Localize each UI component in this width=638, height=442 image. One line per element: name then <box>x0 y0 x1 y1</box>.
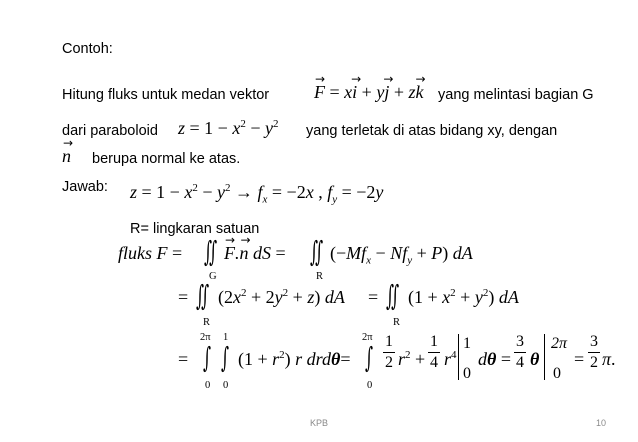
integral-limit-r1: R <box>316 271 324 282</box>
flux-line-1-integrand: F → .n → dS = <box>224 233 286 263</box>
example-label: Contoh: <box>62 41 113 57</box>
term-pi: π. <box>602 349 616 369</box>
flux-line-2-rhs: $(1 + x^2 + y^2)$ dA <box>408 287 519 307</box>
eval-limit-lower-0b: 0 <box>553 365 561 382</box>
integral-limit-r3: R <box>393 317 401 328</box>
eval-limit-upper-1: 1 <box>463 335 471 352</box>
term-dtheta: dθ = <box>478 349 511 369</box>
footer-author: KPB <box>310 418 329 428</box>
evaluation-bar-2 <box>544 334 545 380</box>
integral-theta-b: ∫ <box>365 341 374 374</box>
problem-line2-end: yang terletak di atas bidang xy, dengan <box>306 123 558 139</box>
footer-page-number: 10 <box>596 418 607 428</box>
flux-line-2-eq: = <box>178 287 189 307</box>
limit-lower-0-b: 0 <box>223 380 229 391</box>
double-integral-r3: ∬ <box>386 279 400 312</box>
term-r-squared: $r^2$ + <box>398 349 426 369</box>
answer-label: Jawab: <box>62 179 108 195</box>
problem-line1-start: Hitung fluks untuk medan vektor <box>62 87 270 103</box>
integral-theta-a: ∫ <box>203 341 212 374</box>
limit-lower-0-a: 0 <box>205 380 211 391</box>
eval-limit-upper-2pi: 2π <box>550 335 567 352</box>
double-integral-r2: ∬ <box>196 279 210 312</box>
problem-line2-start: dari paraboloid <box>62 123 158 139</box>
flux-line-1: fluks F = <box>118 243 183 263</box>
limit-upper-2pi-b: 2π <box>362 332 373 343</box>
fraction-three-halves: 3 2 <box>590 333 598 371</box>
integral-r: ∫ <box>221 341 230 374</box>
flux-line-2-integrand: $(2x^2 + 2y^2 + z)$ dA <box>218 287 345 307</box>
fraction-one-half: 1 2 <box>385 333 393 371</box>
flux-line-3-eq: = <box>178 349 189 369</box>
limit-upper-1: 1 <box>223 332 229 343</box>
integral-limit-r2: R <box>203 317 211 328</box>
evaluation-bar-1 <box>458 334 459 380</box>
term-r-fourth: $r^4$ <box>444 349 457 369</box>
limit-lower-0-c: 0 <box>367 380 373 391</box>
fraction-one-quarter: 1 4 <box>430 333 438 371</box>
problem-line1-end: yang melintasi bagian G <box>438 87 594 103</box>
flux-line-2-eq2: = <box>368 287 379 307</box>
problem-line3-end: berupa normal ke atas. <box>92 151 241 167</box>
normal-vector-symbol: n → <box>62 136 74 166</box>
term-theta: θ <box>530 349 540 369</box>
region-note: R= lingkaran satuan <box>130 221 260 237</box>
eval-limit-lower-0: 0 <box>463 365 471 382</box>
integral-limit-g: G <box>209 271 217 282</box>
double-integral-g: ∬ <box>204 235 218 268</box>
derivatives-line: $z = 1 - x^2 - y^2 \to f_x = -2x$ , $f_y = -2y$ <box>130 182 384 206</box>
flux-line-3-integrand: $(1 + r^2)$ r drdθ= <box>238 349 351 369</box>
flux-line-1-rhs: $(-Mf_x - Nf_y + P)$ dA <box>330 243 473 267</box>
fraction-three-quarters: 3 4 <box>516 333 524 371</box>
vector-field-formula: F → = xi → + yj → + zk → <box>314 72 426 102</box>
limit-upper-2pi-a: 2π <box>200 332 211 343</box>
double-integral-r1: ∬ <box>310 235 324 268</box>
paraboloid-formula: $z = 1 - x^2 - y^2$ <box>178 118 279 138</box>
flux-line-3-eq-last: = <box>574 349 585 369</box>
